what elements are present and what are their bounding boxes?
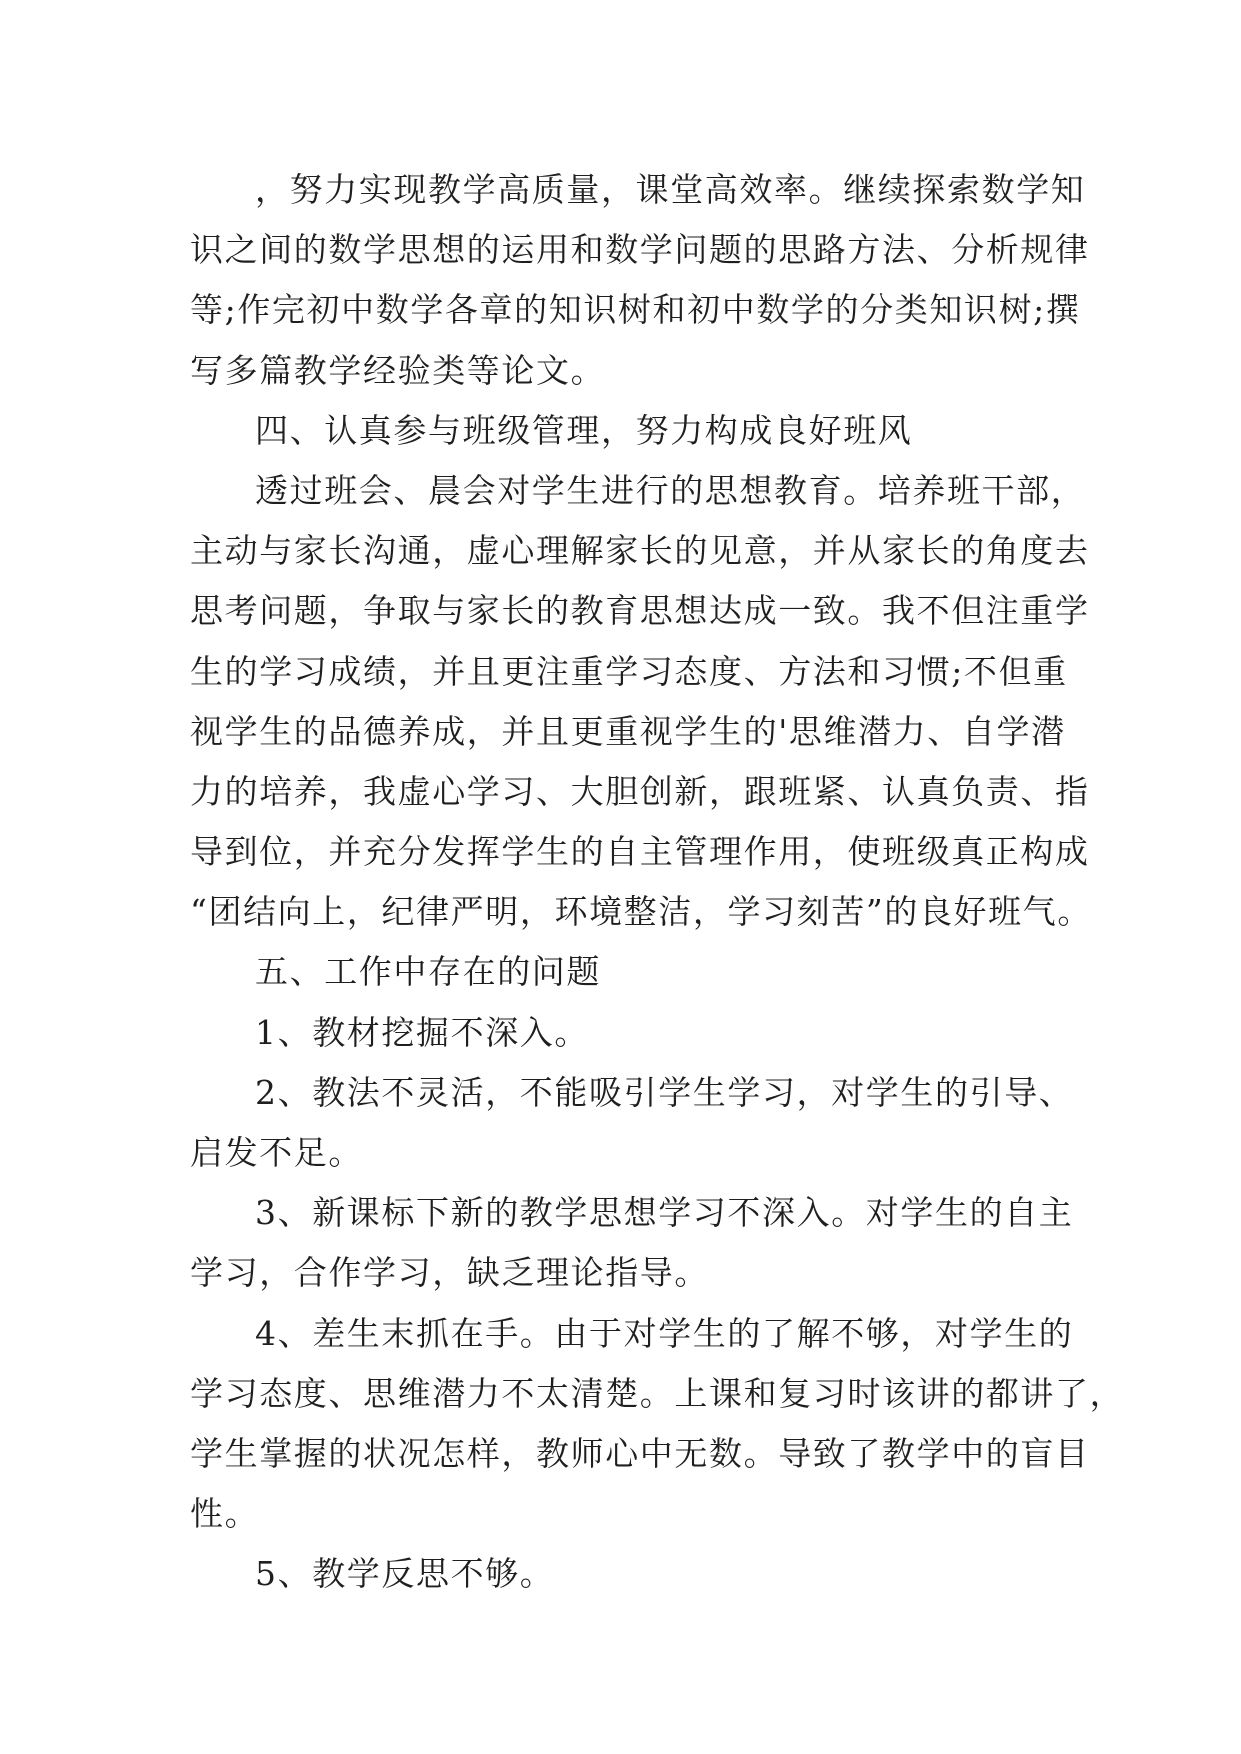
section-heading: 五、工作中存在的问题 [255,952,601,992]
section-heading: 四、认真参与班级管理，努力构成良好班风 [255,410,913,450]
list-item: 3、新课标下新的教学思想学习不深入。对学生的自主 [255,1193,1074,1233]
list-item: 2、教法不灵活，不能吸引学生学习，对学生的引导、 [255,1072,1074,1112]
text-line: 学习态度、思维潜力不太清楚。上课和复习时该讲的都讲了， [190,1373,1125,1413]
text-line: “团结向上，纪律严明，环境整洁，学习刻苦”的良好班气。 [190,892,1092,932]
text-line: 力的培养，我虚心学习、大胆创新，跟班紧、认真负责、指 [190,771,1090,811]
text-line: 写多篇教学经验类等论文。 [190,350,606,390]
text-line: ，努力实现教学高质量，课堂高效率。继续探索数学知 [255,170,1086,209]
text-line: 思考问题，争取与家长的教育思想达成一致。我不但注重学 [190,591,1090,631]
text-line: 识之间的数学思想的运用和数学问题的思路方法、分析规律 [190,230,1090,270]
text-line: 生的学习成绩，并且更注重学习态度、方法和习惯;不但重 [190,651,1068,691]
text-line: 导到位，并充分发挥学生的自主管理作用，使班级真正构成 [190,832,1090,872]
text-line: 等;作完初中数学各章的知识树和初中数学的分类知识树;撰 [190,290,1081,330]
list-item: 5、教学反思不够。 [255,1554,555,1594]
text-line: 透过班会、晨会对学生进行的思想教育。培养班干部， [255,470,1086,510]
list-item: 1、教材挖掘不深入。 [255,1012,589,1052]
text-line: 性。 [190,1494,260,1534]
text-line: 学习，合作学习，缺乏理论指导。 [190,1253,709,1293]
list-item: 4、差生末抓在手。由于对学生的了解不够，对学生的 [255,1313,1074,1353]
document-body [190,160,1125,1605]
text-line: 启发不足。 [190,1133,363,1172]
text-line: 视学生的品德养成，并且更重视学生的'思维潜力、自学潜 [190,711,1066,751]
text-line: 主动与家长沟通，虚心理解家长的见意，并从家长的角度去 [190,531,1090,571]
text-line: 学生掌握的状况怎样，教师心中无数。导致了教学中的盲目 [190,1433,1090,1473]
